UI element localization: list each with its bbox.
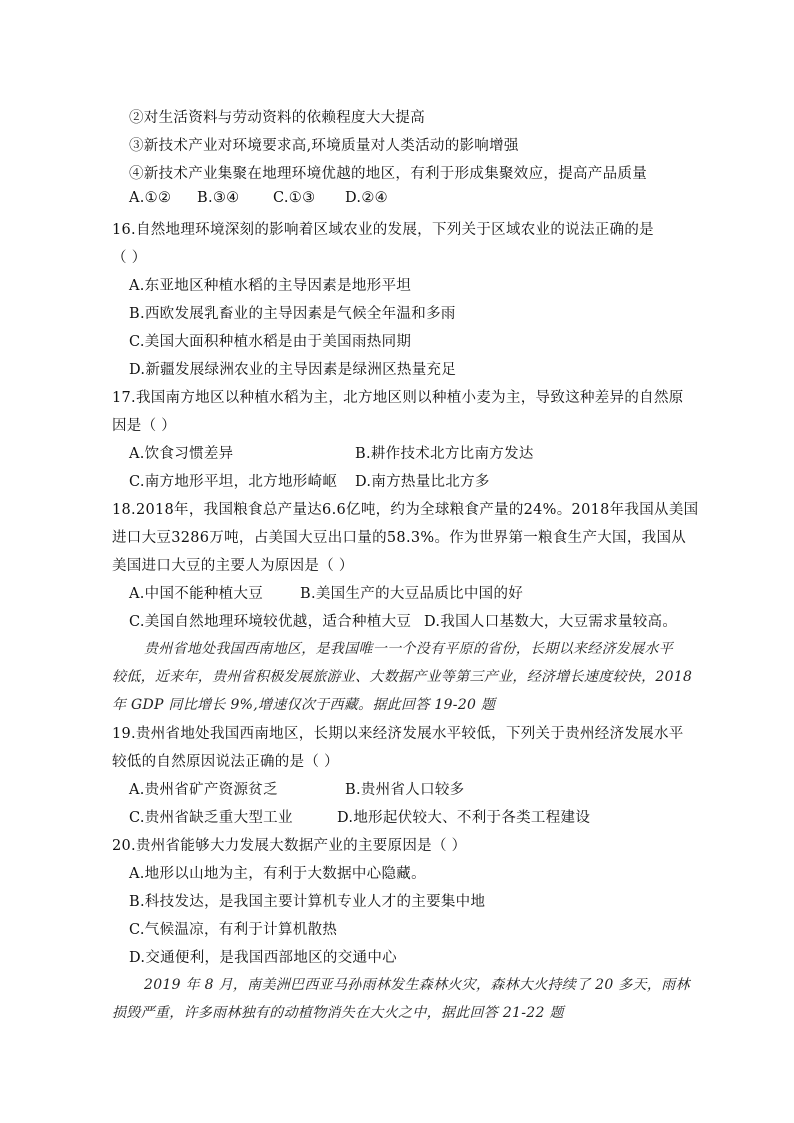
- guizhou-passage-line-3: 年 GDP 同比增长 9%,增速仅次于西藏。据此回答 19-20 题: [112, 697, 496, 713]
- q20-option-d: D.交通便利，是我国西部地区的交通中心: [129, 950, 397, 966]
- q16-option-d: D.新疆发展绿洲农业的主导因素是绿洲区热量充足: [129, 362, 457, 378]
- q20-option-c: C.气候温凉，有利于计算机散热: [129, 922, 338, 938]
- q15-statement-3: ③新技术产业对环境要求高,环境质量对人类活动的影响增强: [129, 138, 519, 154]
- q17-option-c: C.南方地形平坦，北方地形崎岖: [129, 474, 338, 490]
- q15-option-b: B.③④: [197, 190, 240, 206]
- q19-stem-line-2: 较低的自然原因说法正确的是（ ）: [112, 754, 339, 770]
- q15-statement-4: ④新技术产业集聚在地理环境优越的地区，有利于形成集聚效应，提高产品质量: [129, 166, 647, 182]
- q20-option-b: B.科技发达，是我国主要计算机专业人才的主要集中地: [129, 894, 486, 910]
- q19-option-d: D.地形起伏较大、不利于各类工程建设: [337, 810, 591, 826]
- guizhou-passage-line-1: 贵州省地处我国西南地区，是我国唯一一个没有平原的省份，长期以来经济发展水平: [144, 641, 674, 657]
- q20-option-a: A.地形以山地为主，有利于大数据中心隐藏。: [129, 866, 426, 882]
- q17-stem-line-1: 17.我国南方地区以种植水稻为主，北方地区则以种植小麦为主，导致这种差异的自然原: [112, 390, 684, 406]
- q16-option-c: C.美国大面积种植水稻是由于美国雨热同期: [129, 334, 412, 350]
- q19-option-b: B.贵州省人口较多: [345, 782, 465, 798]
- q15-option-d: D.②④: [345, 190, 388, 206]
- q19-stem-line-1: 19.贵州省地处我国西南地区，长期以来经济发展水平较低，下列关于贵州经济发展水平: [112, 726, 684, 742]
- q19-option-c: C.贵州省缺乏重大型工业: [129, 810, 293, 826]
- q18-option-b: B.美国生产的大豆品质比中国的好: [300, 586, 524, 602]
- q18-stem-line-1: 18.2018年，我国粮食总产量达6.6亿吨，约为全球粮食产量的24%。2018年我国从美国: [112, 502, 699, 518]
- q15-option-c: C.①③: [273, 190, 316, 206]
- q16-stem-line-1: 16.自然地理环境深刻的影响着区域农业的发展，下列关于区域农业的说法正确的是: [112, 222, 654, 238]
- q20-stem: 20.贵州省能够大力发展大数据产业的主要原因是（ ）: [112, 838, 467, 854]
- q16-stem-line-2: （ ）: [112, 250, 147, 266]
- q18-option-a: A.中国不能种植大豆: [129, 586, 264, 602]
- q18-option-c: C.美国自然地理环境较优越，适合种植大豆: [129, 614, 412, 630]
- q16-option-b: B.西欧发展乳畜业的主导因素是气候全年温和多雨: [129, 306, 456, 322]
- guizhou-passage-line-2: 较低，近来年，贵州省积极发展旅游业、大数据产业等第三产业，经济增长速度较快，2018: [112, 669, 693, 685]
- q18-stem-line-2: 进口大豆3286万吨，占美国大豆出口量的58.3%。作为世界第一粮食生产大国，我国从: [112, 530, 687, 546]
- q15-options: [129, 190, 388, 206]
- q18-option-d: D.我国人口基数大，大豆需求量较高。: [424, 614, 678, 630]
- q17-stem-line-2: 因是（ ）: [112, 418, 177, 434]
- q15-statement-2: ②对生活资料与劳动资料的依赖程度大大提高: [129, 110, 425, 126]
- q17-option-a: A.饮食习惯差异: [129, 446, 234, 462]
- q18-stem-line-3: 美国进口大豆的主要人为原因是（ ）: [112, 558, 354, 574]
- q17-option-d: D.南方热量比北方多: [355, 474, 490, 490]
- q16-option-a: A.东亚地区种植水稻的主导因素是地形平坦: [129, 278, 412, 294]
- q15-option-a: A.①②: [129, 190, 172, 206]
- q17-option-b: B.耕作技术北方比南方发达: [355, 446, 534, 462]
- q19-option-a: A.贵州省矿产资源贫乏: [129, 782, 278, 798]
- amazon-passage-line-2: 损毁严重，许多雨林独有的动植物消失在大火之中，据此回答 21-22 题: [112, 1005, 564, 1021]
- amazon-passage-line-1: 2019 年 8 月，南美洲巴西亚马孙雨林发生森林火灾，森林大火持续了 20 多天，雨林: [144, 977, 690, 993]
